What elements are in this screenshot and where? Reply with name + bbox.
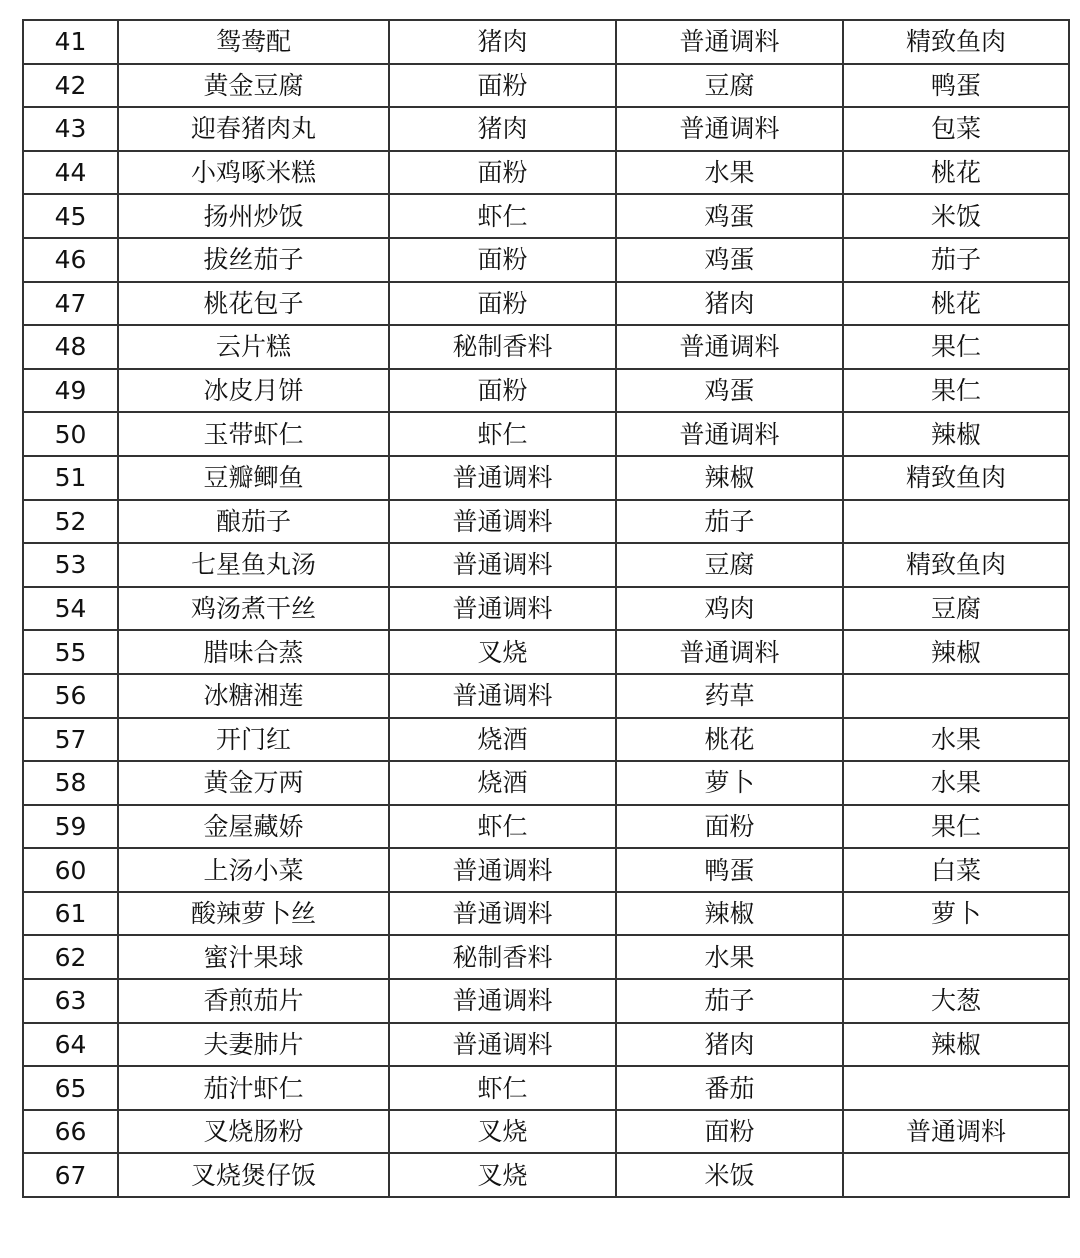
recipe-number: 46 xyxy=(23,238,118,282)
ingredient-3: 精致鱼肉 xyxy=(843,543,1069,587)
ingredient-2: 桃花 xyxy=(616,718,843,762)
recipe-number: 63 xyxy=(23,979,118,1023)
ingredient-1: 烧酒 xyxy=(389,761,616,805)
recipe-number: 44 xyxy=(23,151,118,195)
ingredient-1: 叉烧 xyxy=(389,1153,616,1197)
table-row xyxy=(23,456,1069,500)
ingredient-3: 米饭 xyxy=(843,194,1069,238)
dish-name: 上汤小菜 xyxy=(118,848,389,892)
ingredient-1: 叉烧 xyxy=(389,1110,616,1154)
recipe-number: 52 xyxy=(23,500,118,544)
table-row xyxy=(23,500,1069,544)
table-row xyxy=(23,1023,1069,1067)
table-row xyxy=(23,151,1069,195)
table-row xyxy=(23,979,1069,1023)
ingredient-2: 辣椒 xyxy=(616,456,843,500)
dish-name: 腊味合蒸 xyxy=(118,630,389,674)
table-row xyxy=(23,238,1069,282)
ingredient-1: 普通调料 xyxy=(389,456,616,500)
ingredient-1: 面粉 xyxy=(389,369,616,413)
ingredient-1: 虾仁 xyxy=(389,805,616,849)
ingredient-2: 鸡蛋 xyxy=(616,369,843,413)
ingredient-2: 辣椒 xyxy=(616,892,843,936)
recipe-number: 56 xyxy=(23,674,118,718)
table-row xyxy=(23,64,1069,108)
ingredient-2: 水果 xyxy=(616,151,843,195)
table-row xyxy=(23,935,1069,979)
ingredient-3 xyxy=(843,674,1069,718)
ingredient-3: 果仁 xyxy=(843,369,1069,413)
ingredient-2: 猪肉 xyxy=(616,282,843,326)
ingredient-1: 面粉 xyxy=(389,282,616,326)
recipe-table-body xyxy=(23,20,1069,1197)
ingredient-2: 普通调料 xyxy=(616,107,843,151)
recipe-number: 48 xyxy=(23,325,118,369)
dish-name: 鸡汤煮干丝 xyxy=(118,587,389,631)
ingredient-1: 普通调料 xyxy=(389,1023,616,1067)
ingredient-1: 普通调料 xyxy=(389,979,616,1023)
ingredient-1: 面粉 xyxy=(389,151,616,195)
ingredient-3: 萝卜 xyxy=(843,892,1069,936)
ingredient-1: 普通调料 xyxy=(389,587,616,631)
ingredient-1: 叉烧 xyxy=(389,630,616,674)
recipe-number: 50 xyxy=(23,412,118,456)
ingredient-1: 虾仁 xyxy=(389,1066,616,1110)
ingredient-1: 普通调料 xyxy=(389,674,616,718)
recipe-table-sheet xyxy=(22,19,1070,1198)
ingredient-3: 大葱 xyxy=(843,979,1069,1023)
ingredient-2: 茄子 xyxy=(616,979,843,1023)
table-row xyxy=(23,674,1069,718)
ingredient-2: 番茄 xyxy=(616,1066,843,1110)
table-row xyxy=(23,194,1069,238)
recipe-number: 42 xyxy=(23,64,118,108)
ingredient-2: 面粉 xyxy=(616,805,843,849)
ingredient-2: 普通调料 xyxy=(616,412,843,456)
dish-name: 叉烧肠粉 xyxy=(118,1110,389,1154)
ingredient-1: 烧酒 xyxy=(389,718,616,762)
table-row xyxy=(23,543,1069,587)
dish-name: 豆瓣鲫鱼 xyxy=(118,456,389,500)
table-row xyxy=(23,718,1069,762)
ingredient-2: 普通调料 xyxy=(616,630,843,674)
recipe-number: 55 xyxy=(23,630,118,674)
ingredient-3: 茄子 xyxy=(843,238,1069,282)
ingredient-2: 豆腐 xyxy=(616,543,843,587)
dish-name: 扬州炒饭 xyxy=(118,194,389,238)
table-row xyxy=(23,412,1069,456)
table-row xyxy=(23,1153,1069,1197)
table-row xyxy=(23,587,1069,631)
dish-name: 小鸡啄米糕 xyxy=(118,151,389,195)
ingredient-1: 秘制香料 xyxy=(389,935,616,979)
table-row xyxy=(23,107,1069,151)
ingredient-2: 猪肉 xyxy=(616,1023,843,1067)
ingredient-3: 包菜 xyxy=(843,107,1069,151)
ingredient-2: 米饭 xyxy=(616,1153,843,1197)
ingredient-3: 鸭蛋 xyxy=(843,64,1069,108)
table-row xyxy=(23,630,1069,674)
dish-name: 蜜汁果球 xyxy=(118,935,389,979)
ingredient-3: 果仁 xyxy=(843,805,1069,849)
recipe-number: 58 xyxy=(23,761,118,805)
ingredient-1: 普通调料 xyxy=(389,892,616,936)
ingredient-3: 辣椒 xyxy=(843,412,1069,456)
ingredient-2: 茄子 xyxy=(616,500,843,544)
ingredient-1: 虾仁 xyxy=(389,412,616,456)
dish-name: 冰皮月饼 xyxy=(118,369,389,413)
dish-name: 黄金万两 xyxy=(118,761,389,805)
ingredient-2: 鸡肉 xyxy=(616,587,843,631)
recipe-number: 65 xyxy=(23,1066,118,1110)
recipe-number: 45 xyxy=(23,194,118,238)
table-row xyxy=(23,892,1069,936)
ingredient-2: 普通调料 xyxy=(616,20,843,64)
ingredient-1: 猪肉 xyxy=(389,20,616,64)
ingredient-1: 普通调料 xyxy=(389,848,616,892)
ingredient-1: 普通调料 xyxy=(389,543,616,587)
dish-name: 鸳鸯配 xyxy=(118,20,389,64)
table-row xyxy=(23,848,1069,892)
ingredient-3: 水果 xyxy=(843,761,1069,805)
ingredient-2: 水果 xyxy=(616,935,843,979)
ingredient-1: 秘制香料 xyxy=(389,325,616,369)
ingredient-1: 虾仁 xyxy=(389,194,616,238)
ingredient-3: 辣椒 xyxy=(843,630,1069,674)
ingredient-1: 猪肉 xyxy=(389,107,616,151)
table-row xyxy=(23,282,1069,326)
ingredient-3 xyxy=(843,500,1069,544)
dish-name: 七星鱼丸汤 xyxy=(118,543,389,587)
ingredient-2: 面粉 xyxy=(616,1110,843,1154)
dish-name: 金屋藏娇 xyxy=(118,805,389,849)
recipe-number: 59 xyxy=(23,805,118,849)
ingredient-3: 白菜 xyxy=(843,848,1069,892)
ingredient-2: 鸭蛋 xyxy=(616,848,843,892)
ingredient-3: 果仁 xyxy=(843,325,1069,369)
recipe-number: 54 xyxy=(23,587,118,631)
dish-name: 酸辣萝卜丝 xyxy=(118,892,389,936)
dish-name: 云片糕 xyxy=(118,325,389,369)
table-row xyxy=(23,1066,1069,1110)
dish-name: 迎春猪肉丸 xyxy=(118,107,389,151)
dish-name: 开门红 xyxy=(118,718,389,762)
ingredient-3: 桃花 xyxy=(843,151,1069,195)
dish-name: 黄金豆腐 xyxy=(118,64,389,108)
dish-name: 冰糖湘莲 xyxy=(118,674,389,718)
ingredient-3 xyxy=(843,1153,1069,1197)
ingredient-3: 水果 xyxy=(843,718,1069,762)
ingredient-1: 面粉 xyxy=(389,64,616,108)
ingredient-3: 桃花 xyxy=(843,282,1069,326)
recipe-number: 60 xyxy=(23,848,118,892)
ingredient-2: 鸡蛋 xyxy=(616,194,843,238)
table-row xyxy=(23,325,1069,369)
recipe-number: 64 xyxy=(23,1023,118,1067)
recipe-number: 47 xyxy=(23,282,118,326)
ingredient-2: 药草 xyxy=(616,674,843,718)
recipe-table xyxy=(22,19,1070,1198)
recipe-number: 41 xyxy=(23,20,118,64)
table-row xyxy=(23,805,1069,849)
ingredient-2: 豆腐 xyxy=(616,64,843,108)
ingredient-3 xyxy=(843,1066,1069,1110)
dish-name: 茄汁虾仁 xyxy=(118,1066,389,1110)
ingredient-1: 普通调料 xyxy=(389,500,616,544)
ingredient-3: 精致鱼肉 xyxy=(843,456,1069,500)
ingredient-3: 普通调料 xyxy=(843,1110,1069,1154)
table-row xyxy=(23,20,1069,64)
dish-name: 夫妻肺片 xyxy=(118,1023,389,1067)
recipe-number: 67 xyxy=(23,1153,118,1197)
table-row xyxy=(23,369,1069,413)
dish-name: 香煎茄片 xyxy=(118,979,389,1023)
recipe-number: 57 xyxy=(23,718,118,762)
recipe-number: 62 xyxy=(23,935,118,979)
dish-name: 叉烧煲仔饭 xyxy=(118,1153,389,1197)
ingredient-3: 精致鱼肉 xyxy=(843,20,1069,64)
recipe-number: 51 xyxy=(23,456,118,500)
ingredient-3: 辣椒 xyxy=(843,1023,1069,1067)
table-row xyxy=(23,1110,1069,1154)
recipe-number: 66 xyxy=(23,1110,118,1154)
ingredient-2: 普通调料 xyxy=(616,325,843,369)
recipe-number: 43 xyxy=(23,107,118,151)
recipe-number: 49 xyxy=(23,369,118,413)
dish-name: 拔丝茄子 xyxy=(118,238,389,282)
dish-name: 玉带虾仁 xyxy=(118,412,389,456)
ingredient-2: 萝卜 xyxy=(616,761,843,805)
dish-name: 酿茄子 xyxy=(118,500,389,544)
ingredient-3: 豆腐 xyxy=(843,587,1069,631)
ingredient-3 xyxy=(843,935,1069,979)
recipe-number: 53 xyxy=(23,543,118,587)
recipe-number: 61 xyxy=(23,892,118,936)
table-row xyxy=(23,761,1069,805)
ingredient-1: 面粉 xyxy=(389,238,616,282)
dish-name: 桃花包子 xyxy=(118,282,389,326)
ingredient-2: 鸡蛋 xyxy=(616,238,843,282)
